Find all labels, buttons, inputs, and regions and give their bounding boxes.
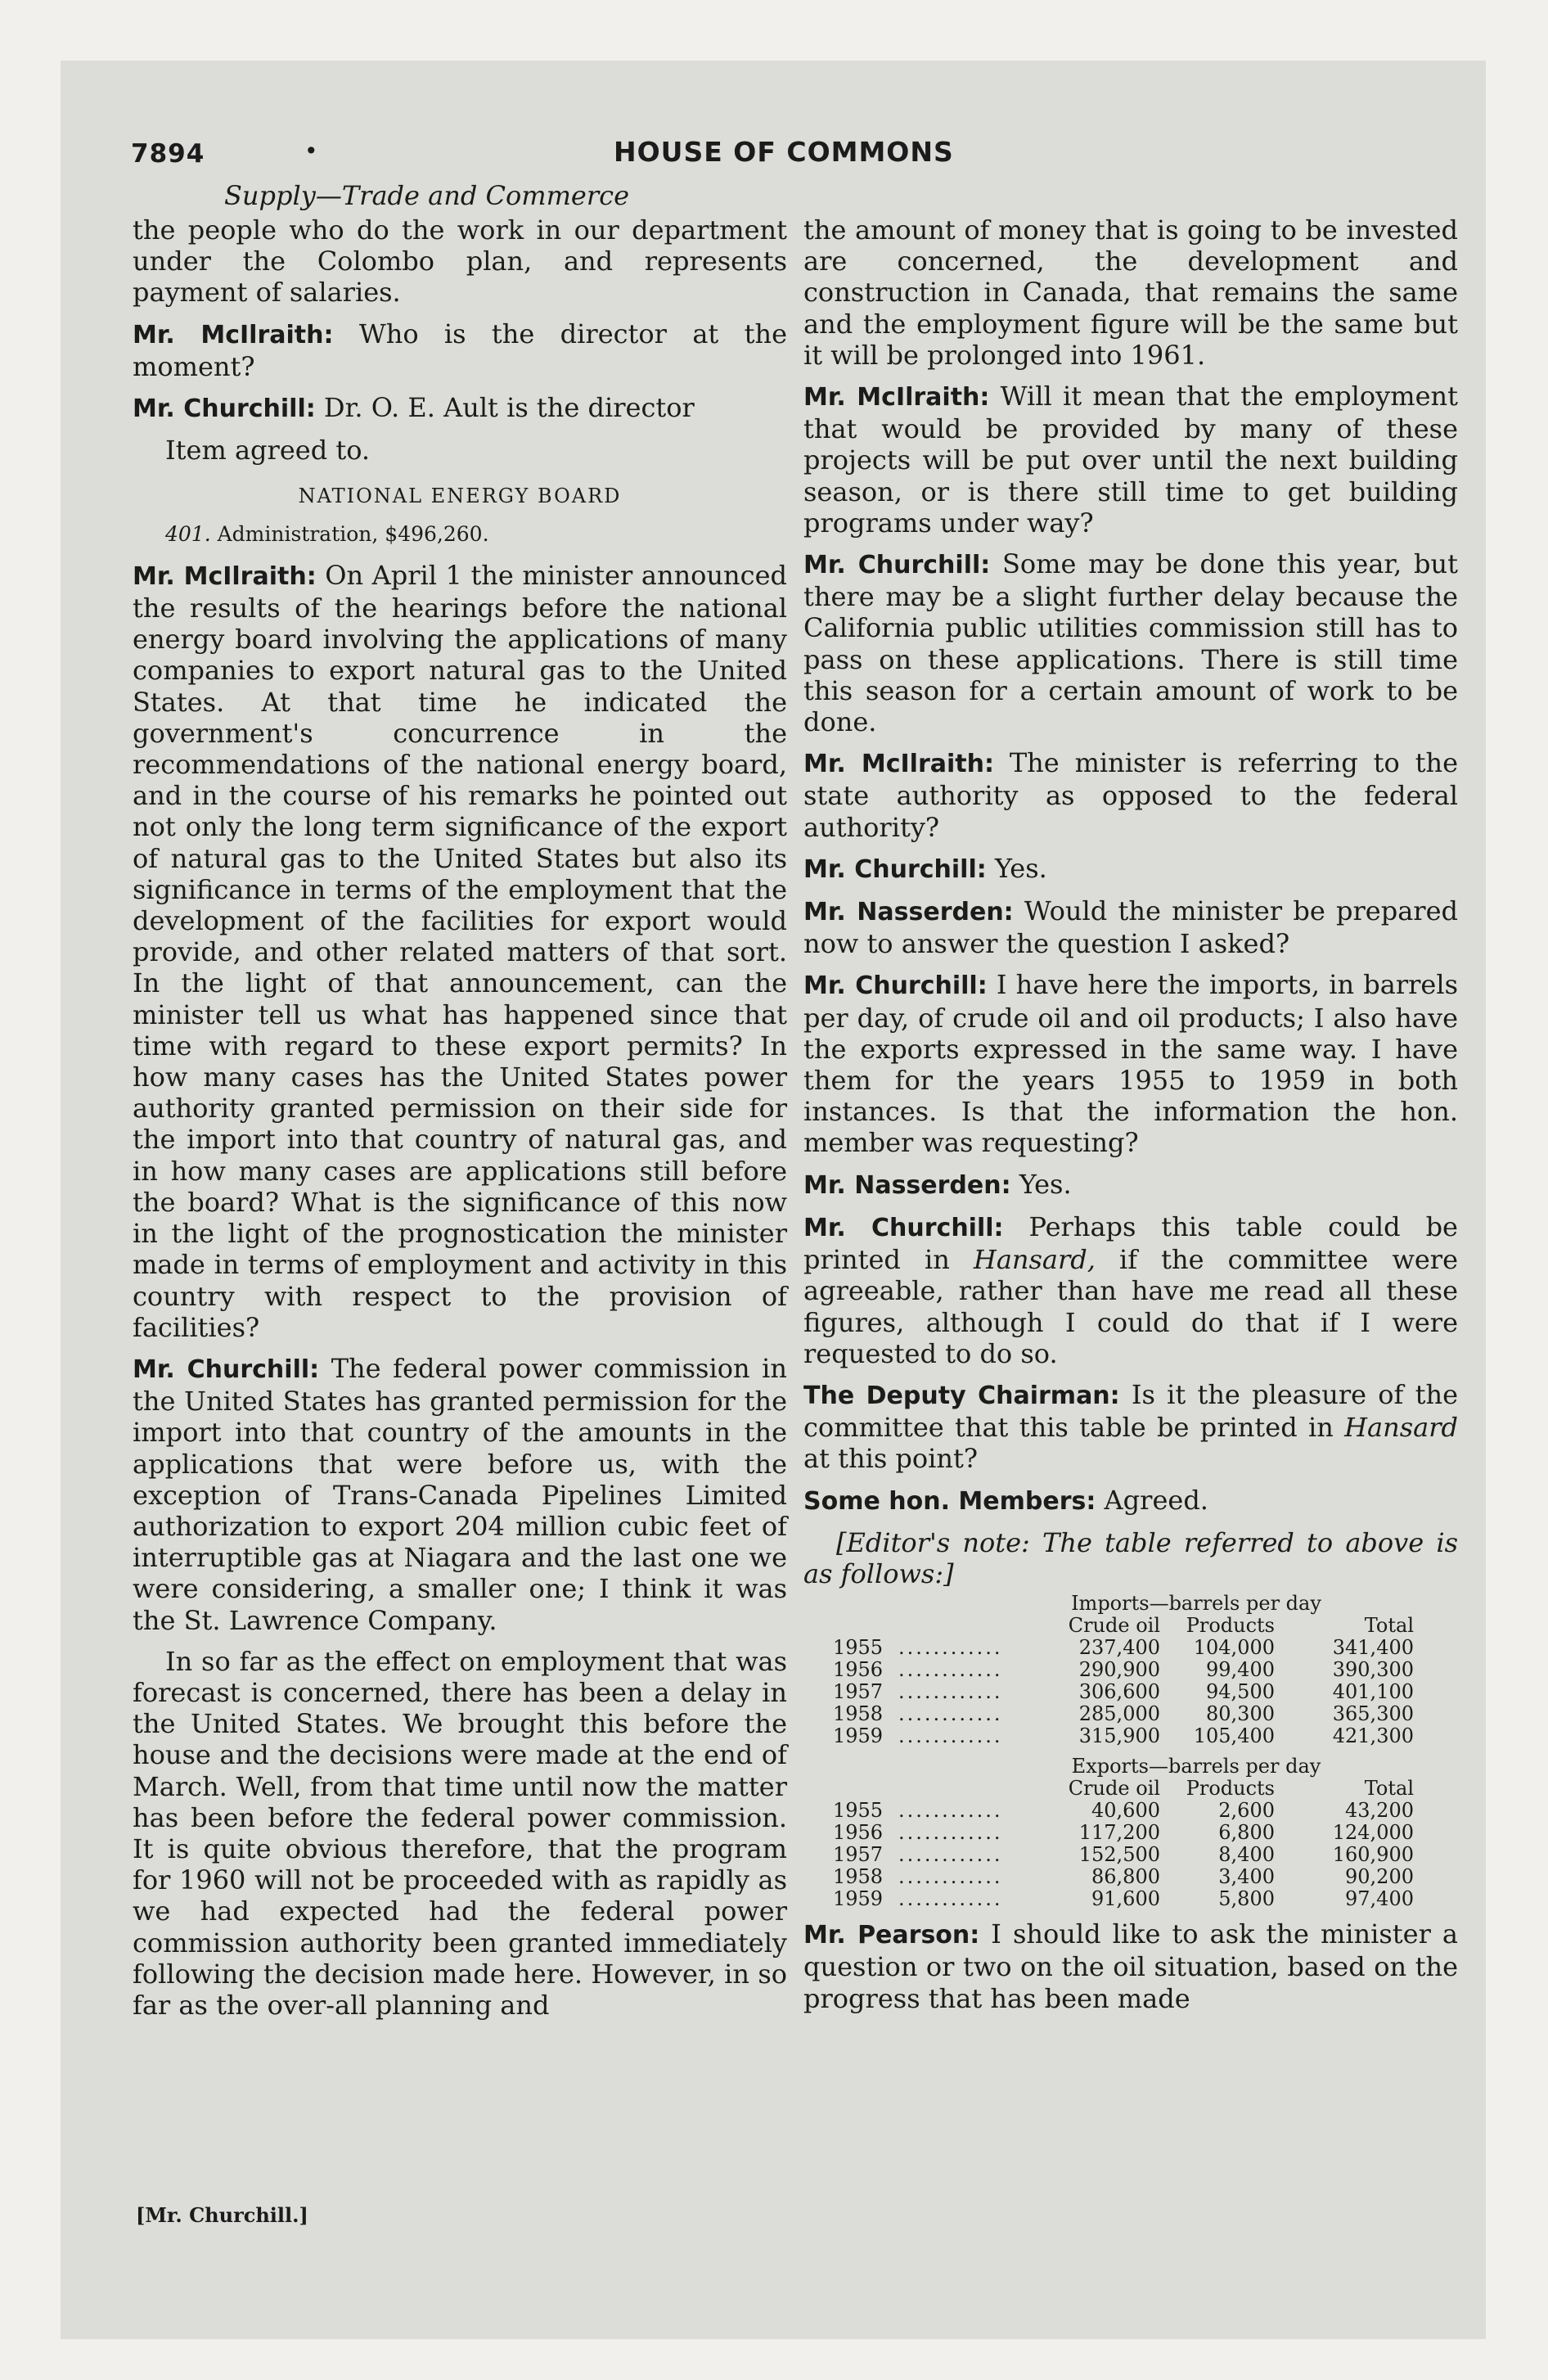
column-header: Crude oil (1068, 1614, 1160, 1638)
paragraph (803, 381, 1458, 539)
speaker: Mr. Churchill: (133, 1355, 320, 1384)
table-title: Exports—barrels per day (1071, 1755, 1321, 1778)
speaker: Some hon. Members: (803, 1486, 1096, 1516)
speaker: Mr. Churchill: (803, 551, 991, 580)
speech: Agreed. (1096, 1484, 1208, 1516)
column-header: Products (1186, 1777, 1275, 1801)
speaker: Mr. Churchill: (803, 971, 988, 1001)
speech: Will it mean that the employment that would be provided by many of these projects will be put over until the next building season, or is there still time to get building programs under way? (803, 381, 1458, 539)
table-row: 1958 ............ 285,000 80,300 365,300 (833, 1702, 1414, 1726)
speech: Who is the director at the moment? (133, 318, 788, 382)
paragraph (803, 747, 1458, 843)
speech: I have here the imports, in barrels per day, of crude oil and oil products; I also have the exports expressed in the same way. I have them for the years 1955 to 1959 in both instances. Is that the information the hon. member was requesting? (803, 969, 1459, 1159)
table-row: 1957 ............ 306,600 94,500 401,100 (833, 1680, 1414, 1704)
table-row: 1959 ............ 91,600 5,800 97,400 (833, 1887, 1414, 1911)
paragraph (133, 1353, 787, 1636)
section-subhead: Supply—Trade and Commerce (224, 180, 629, 211)
exports-table (803, 1756, 1458, 1910)
speech: if the committee were agreeable, rather than have me read all these figures, although I could do that if I were requested to do so. (803, 1244, 1459, 1369)
paragraph: In so far as the effect on employment that was forecast is concerned, there has been a delay in the United States. We brought this before the house and the decisions were made at the end of March. Well, from that time until now the matter has been before the federal power commission. It is quite obvious therefore, that the program for 1960 will not be proceeded with as rapidly as we had expected had the federal power commission authority been granted immediately following the decision made here. However, in so far as the over-all planning and (133, 1645, 787, 2021)
column-header: Crude oil (1068, 1777, 1160, 1801)
table-row: 1959 ............ 315,900 105,400 421,300 (833, 1724, 1414, 1748)
table-row: 1955 ............ 40,600 2,600 43,200 (833, 1799, 1414, 1823)
speaker: The Deputy Chairman: (803, 1381, 1120, 1410)
paragraph: the people who do the work in our department under the Colombo plan, and represents payment of salaries. (133, 214, 787, 309)
column-header: Total (1364, 1777, 1414, 1801)
item-number: 401. (165, 521, 211, 546)
speaker: Mr. McIlraith: (133, 320, 334, 349)
speech: I should like to ask the minister a question or two on the oil situation, based on the progress that has been made (803, 1918, 1459, 2014)
speech-italic: Hansard (1344, 1412, 1458, 1444)
speech: Some may be done this year, but there may be a slight further delay because the California public utilities commission still has to pass on these applications. There is still time this season for a certain amount of work to be done. (803, 548, 1458, 738)
left-column (133, 214, 787, 2031)
table-row: 1956 ............ 290,900 99,400 390,300 (833, 1658, 1414, 1682)
paragraph (803, 1485, 1458, 1517)
bullet-mark: • (304, 137, 318, 165)
speaker: Mr. McIlraith: (803, 750, 994, 779)
footer-attribution: [Mr. Churchill.] (136, 2203, 308, 2227)
speaker: Mr. Churchill: (133, 394, 316, 424)
speaker: Mr. McIlraith: (133, 561, 317, 591)
paragraph (803, 1169, 1458, 1201)
paragraph (133, 392, 787, 425)
running-head: HOUSE OF COMMONS (614, 136, 954, 168)
speaker: Mr. Pearson: (803, 1921, 980, 1950)
editor-note: [Editor's note: The table referred to above is as follows:] (803, 1526, 1458, 1589)
paragraph (133, 318, 787, 382)
speaker: Mr. McIlraith: (803, 383, 990, 412)
paragraph (803, 895, 1458, 959)
paragraph (803, 969, 1458, 1158)
speech: The minister is referring to the state authority as opposed to the federal authority? (803, 747, 1458, 843)
paragraph: Item agreed to. (165, 435, 371, 467)
paragraph (133, 560, 787, 1343)
speech: Yes. (986, 852, 1047, 884)
speech: Perhaps this table could be printed in (803, 1210, 1458, 1276)
paragraph (803, 1379, 1458, 1475)
speech: Would the minister be prepared now to answer the question I asked? (803, 895, 1458, 960)
paragraph (803, 853, 1458, 886)
table-header (803, 1778, 1458, 1800)
table-header (803, 1615, 1458, 1637)
page-number: 7894 (131, 139, 205, 169)
speech: at this point? (803, 1443, 979, 1475)
column-header: Products (1186, 1614, 1275, 1638)
imports-table (803, 1593, 1458, 1747)
item-text: Administration, $496,260. (210, 521, 489, 546)
speech: The federal power commission in the United States has granted permission for the import into that country of the amounts in the applications that were before us, with the exception of Trans-Canada Pipelines Limited authorization to export 204 million cubic feet of interruptible gas at Niagara and the last one we were considering, a smaller one; I think it was the St. Lawrence Company. (133, 1352, 788, 1636)
vote-item (133, 519, 787, 550)
table-row: 1957 ............ 152,500 8,400 160,900 (833, 1843, 1414, 1867)
paragraph: the amount of money that is going to be invested are concerned, the development and construction in Canada, that remains the same and the employment figure will be the same but it will be prolonged into 1961. (803, 214, 1458, 371)
table-row: 1958 ............ 86,800 3,400 90,200 (833, 1865, 1414, 1889)
speech: Dr. O. E. Ault is the director (315, 392, 695, 424)
paragraph (803, 1211, 1458, 1369)
speech: On April 1 the minister announced the results of the hearings before the national energy board involving the applications of many companies to export natural gas to the United States. At that time he indicated the government's concurrence in the recommendations of the national energy board, and in the course of his remarks he pointed out not only the long term significance of the export of natural gas to the United States but also its significance in terms of the employment that the development of the facilities for export would provide, and other related matters of that sort. In the light of that announcement, can the minister tell us what has happened since that time with regard to these export permits? In how many cases has the United States power authority granted permission on their side for the import into that country of natural gas, and in how many cases are applications still before the board? What is the significance of this now in the light of the prognostication the minister made in terms of employment and activity in this country with respect to the provision of facilities? (133, 559, 787, 1343)
table-row: 1955 ............ 237,400 104,000 341,400 (833, 1636, 1414, 1660)
right-column (803, 214, 1458, 2024)
board-heading: NATIONAL ENERGY BOARD (298, 485, 622, 508)
speech: Yes. (1010, 1168, 1072, 1200)
speech: Is it the pleasure of the committee that this table be printed in (803, 1378, 1459, 1444)
column-header: Total (1364, 1614, 1414, 1638)
speaker: Mr. Churchill: (803, 1213, 1004, 1242)
speaker: Mr. Churchill: (803, 854, 987, 884)
table-title: Imports—barrels per day (1071, 1592, 1321, 1616)
speech-italic: Hansard, (973, 1244, 1096, 1276)
speaker: Mr. Nasserden: (803, 898, 1014, 927)
table-row: 1956 ............ 117,200 6,800 124,000 (833, 1821, 1414, 1845)
speaker: Mr. Nasserden: (803, 1170, 1011, 1200)
paragraph (803, 1918, 1458, 2014)
paragraph (803, 548, 1458, 737)
